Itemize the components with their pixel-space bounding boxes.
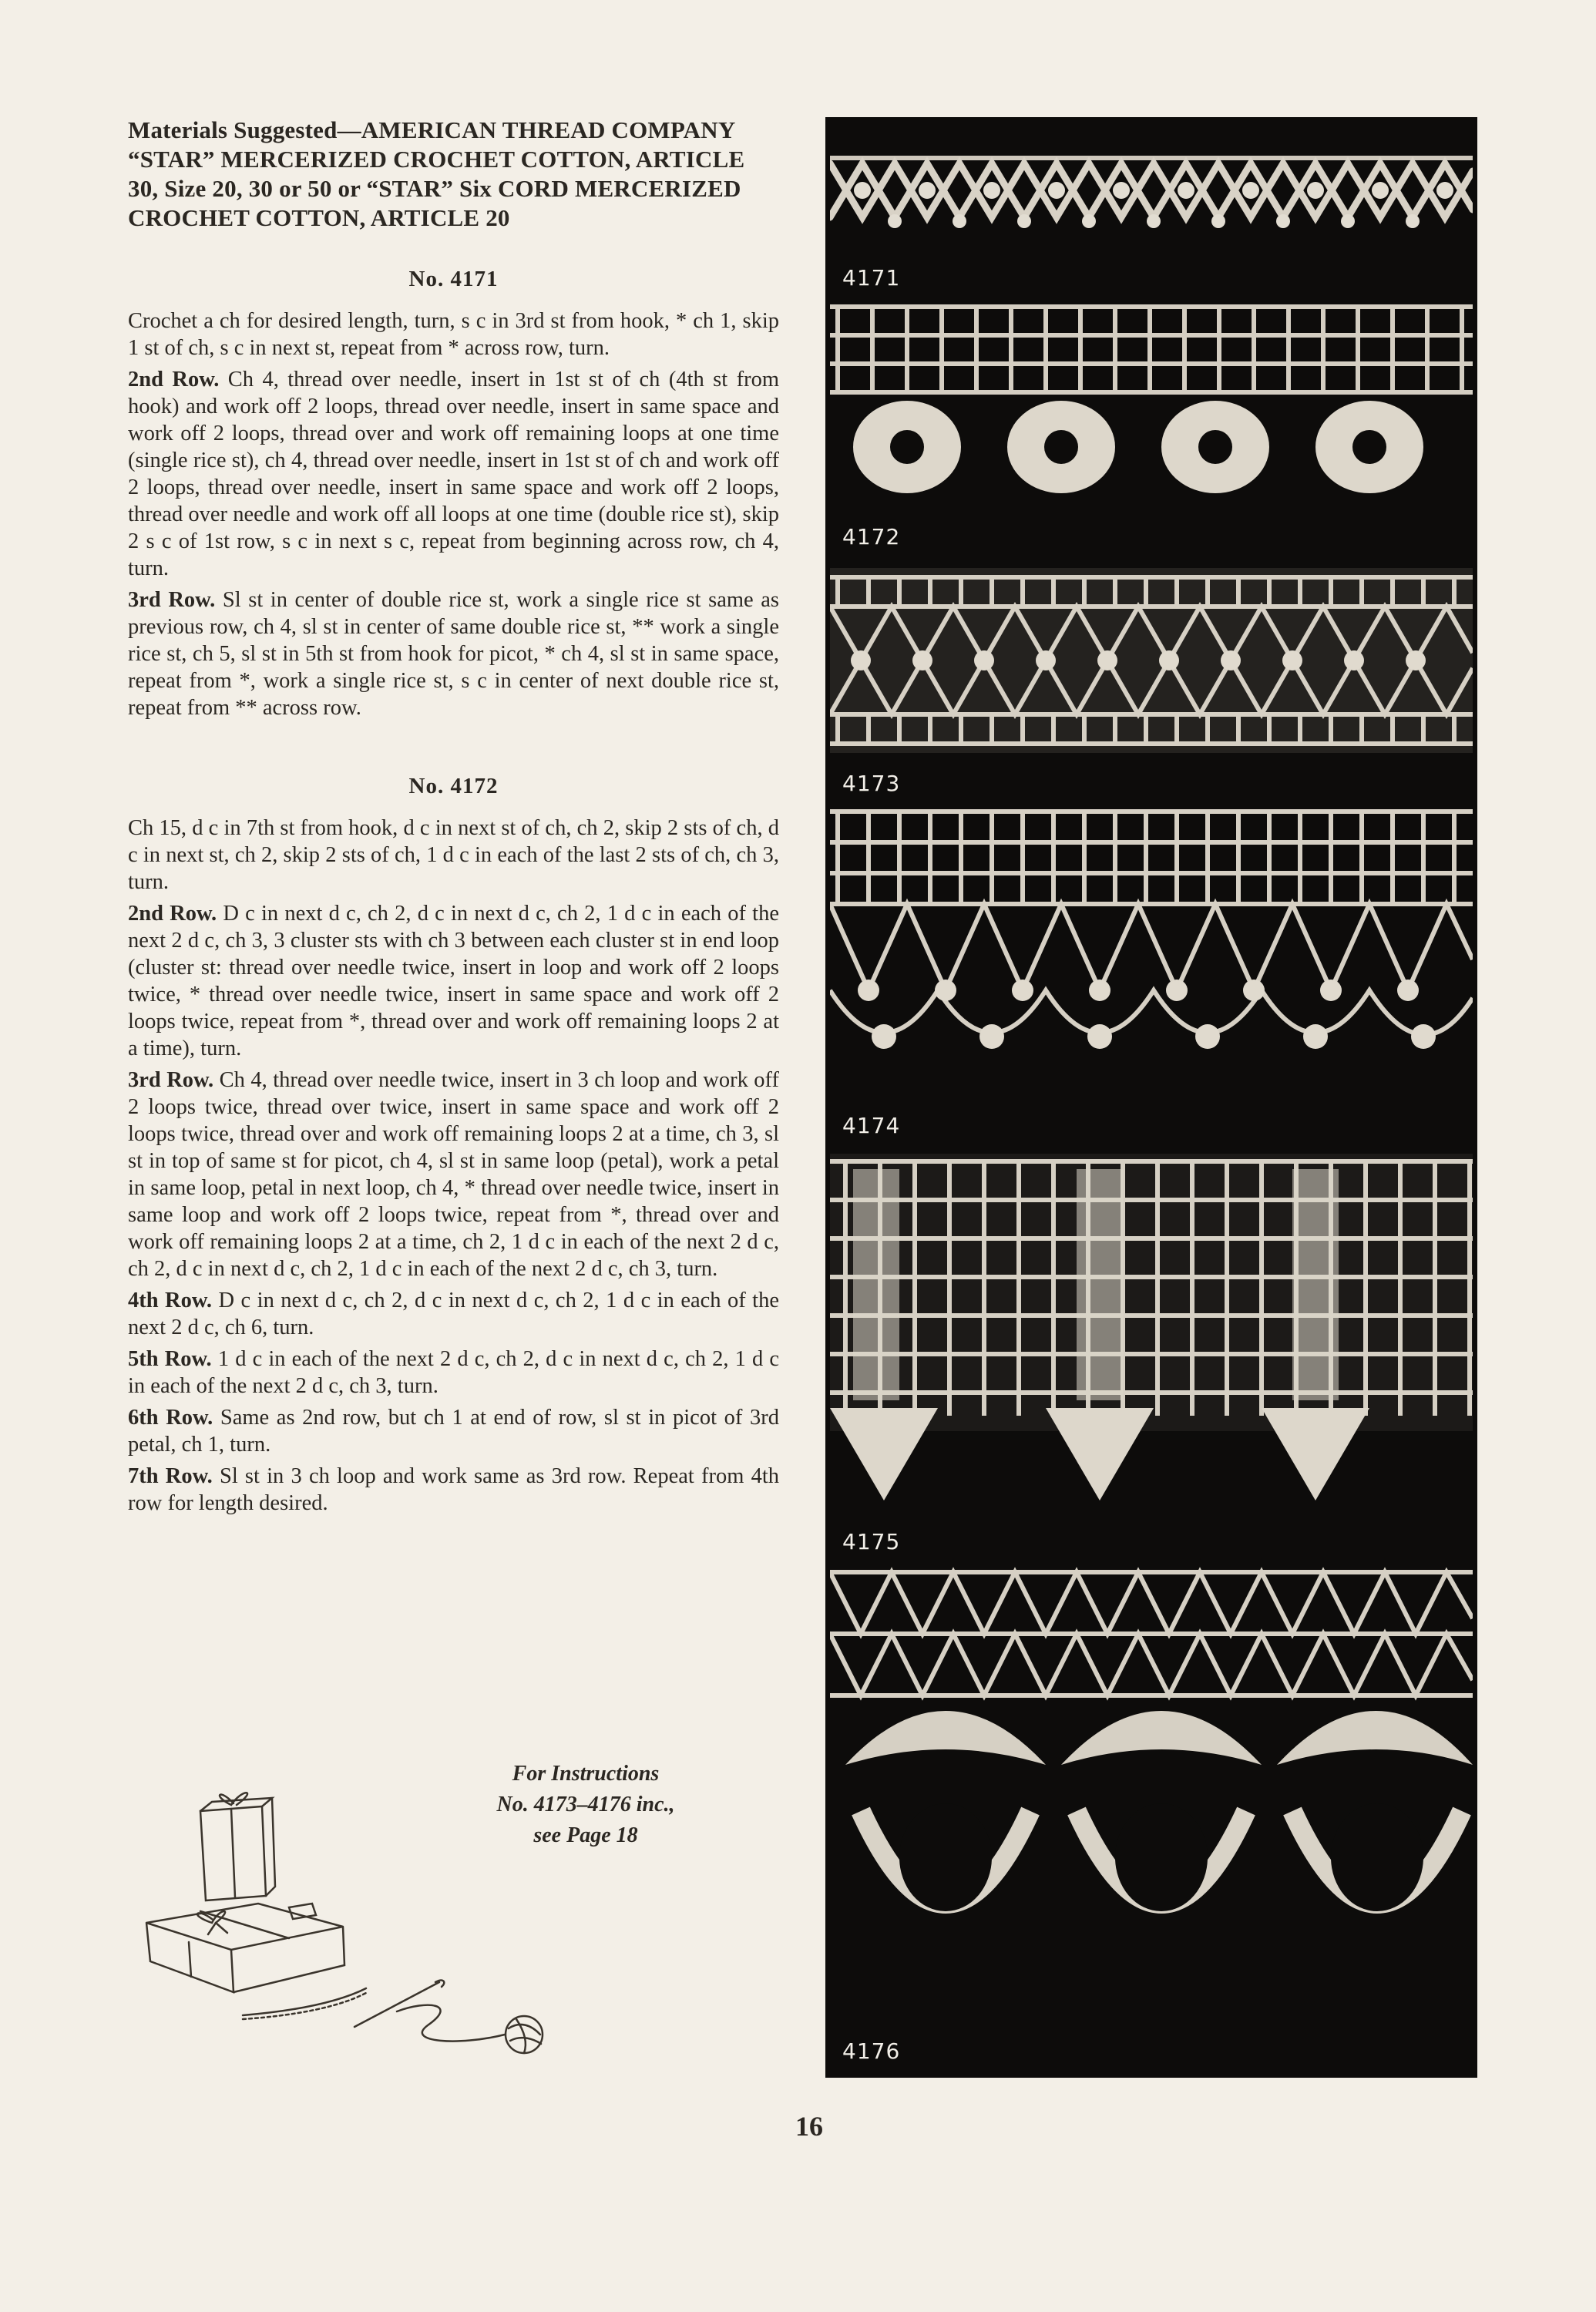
materials-lead: Materials Suggested— bbox=[128, 116, 361, 143]
pattern-4172-row-5 bbox=[128, 1346, 779, 1400]
materials-suggested bbox=[128, 116, 779, 233]
row-label: 7th Row. bbox=[128, 1464, 213, 1488]
pattern-4171-row-3 bbox=[128, 586, 779, 721]
row-label: 4th Row. bbox=[128, 1289, 213, 1312]
row-text: Ch 4, thread over needle twice, insert in 3 ch loop and work off 2 loops twice, thread over twice, insert in same space and work off 2 loops twice, thread over and work off remaining loops 2 at a time, ch 3, sl st in top of same st for picot, ch 4, sl st in same loop (petal), work a petal in same loop, petal in next loop, ch 4, * thread over needle twice, insert in same loop and work off 2 loops twice, repeat from *, thread over and work off remaining loops 2 at a time, ch 2, 1 d c in each of the next 2 d c, ch 2, d c in next d c, ch 2, 1 d c in each of the next 2 d c, ch 3, turn. bbox=[128, 1068, 780, 1281]
row-text: Same as 2nd row, but ch 1 at end of row, sl st in picot of 3rd petal, ch 1, turn. bbox=[128, 1406, 779, 1457]
row-label: 6th Row. bbox=[128, 1406, 213, 1430]
edging-4171-image bbox=[830, 148, 1473, 240]
materials-text: AMERICAN THREAD COMPANY “STAR” MERCERIZED CROCHET COTTON, ARTICLE 30, Size 20, 30 or 50 or “STAR” Six CORD MERCERIZED CROCHET COTTON, ARTICLE 20 bbox=[128, 116, 745, 231]
note-line-3: see Page 18 bbox=[533, 1823, 638, 1847]
row-label: 5th Row. bbox=[128, 1347, 212, 1371]
row-label: 2nd Row. bbox=[128, 368, 220, 391]
edging-4173-image bbox=[830, 568, 1473, 753]
crochet-sample-4171 bbox=[830, 148, 1473, 240]
pattern-4172-row-4 bbox=[128, 1287, 779, 1341]
row-text: 1 d c in each of the next 2 d c, ch 2, d c in next d c, ch 2, 1 d c in each of the next 2 d c, ch 3, turn. bbox=[128, 1347, 780, 1398]
crochet-sample-4173 bbox=[830, 568, 1473, 753]
edging-4175-image bbox=[830, 1154, 1473, 1524]
pattern-4171-row-2 bbox=[128, 366, 779, 582]
pattern-4172-row-2 bbox=[128, 900, 779, 1062]
row-label: 2nd Row. bbox=[128, 902, 217, 926]
row-text: Sl st in 3 ch loop and work same as 3rd row. Repeat from 4th row for length desired. bbox=[128, 1464, 780, 1515]
instructions-column bbox=[128, 116, 779, 1521]
photo-label-4176: 4176 bbox=[842, 2038, 901, 2064]
row-text: D c in next d c, ch 2, d c in next d c, ch 2, 1 d c in each of the next 2 d c, ch 3, 3 cluster sts with ch 3 between each cluster st in end loop (cluster st: thread over needle twice, insert in loop and work off 2 loops twice, * thread over needle twice, insert in same space and work off 2 loops twice, repeat from *, thread over and work off remaining loops 2 at a time), turn. bbox=[128, 902, 780, 1060]
crochet-edgings-photo-panel bbox=[825, 117, 1477, 2078]
photo-label-4173: 4173 bbox=[842, 771, 901, 796]
pattern-4171-title: No. 4171 bbox=[408, 267, 499, 291]
edging-4172-image bbox=[830, 301, 1473, 509]
pattern-4172-row-3 bbox=[128, 1067, 779, 1282]
crochet-sample-4174 bbox=[830, 805, 1473, 1102]
pattern-4171-intro: Crochet a ch for desired length, turn, s c in 3rd st from hook, * ch 1, skip 1 st of ch, s c in next st, repeat from * across row, turn. bbox=[128, 309, 779, 360]
pattern-4172-title: No. 4172 bbox=[408, 774, 499, 798]
edging-4176-image bbox=[830, 1564, 1473, 2042]
page-number: 16 bbox=[795, 2111, 823, 2142]
edging-4174-image bbox=[830, 805, 1473, 1102]
pattern-4172-row-6 bbox=[128, 1404, 779, 1458]
gift-boxes-sketch-illustration bbox=[135, 1780, 574, 2058]
row-label: 3rd Row. bbox=[128, 588, 216, 612]
note-line-1: For Instructions bbox=[512, 1762, 660, 1786]
photo-label-4171: 4171 bbox=[842, 265, 901, 291]
row-label: 3rd Row. bbox=[128, 1068, 214, 1092]
pattern-4172-row-7 bbox=[128, 1463, 779, 1517]
photo-label-4172: 4172 bbox=[842, 524, 901, 549]
row-text: D c in next d c, ch 2, d c in next d c, ch 2, 1 d c in each of the next 2 d c, ch 6, turn. bbox=[128, 1289, 780, 1339]
crochet-sample-4176 bbox=[830, 1564, 1473, 2042]
pattern-4172-intro: Ch 15, d c in 7th st from hook, d c in next st of ch, ch 2, skip 2 sts of ch, d c in next st, ch 2, skip 2 sts of ch, 1 d c in each of the last 2 sts of ch, ch 3, turn. bbox=[128, 816, 779, 894]
photo-label-4174: 4174 bbox=[842, 1113, 901, 1138]
crochet-sample-4172 bbox=[830, 301, 1473, 509]
note-line-2: No. 4173–4176 inc., bbox=[496, 1793, 675, 1816]
row-text: Ch 4, thread over needle, insert in 1st st of ch (4th st from hook) and work off 2 loops, thread over needle, insert in same space and work off 2 loops, thread over and work off remaining loops at one time (single rice st), ch 4, thread over needle, insert in 1st st of ch and work off 2 loops, thread over needle, insert in same space and work off 2 loops, thread over needle and work off all loops at one time (double rice st), skip 2 s c of 1st row, s c in next s c, repeat from beginning across row, ch 4, turn. bbox=[128, 368, 779, 580]
photo-label-4175: 4175 bbox=[842, 1529, 901, 1554]
crochet-sample-4175 bbox=[830, 1154, 1473, 1524]
row-text: Sl st in center of double rice st, work a single rice st same as previous row, ch 4, sl st in center of same double rice st, ** work a single rice st, ch 5, sl st in 5th st from hook for picot, * ch 4, sl st in same space, repeat from *, work a single rice st, s c in center of next double rice st, repeat from ** across row. bbox=[128, 588, 779, 720]
